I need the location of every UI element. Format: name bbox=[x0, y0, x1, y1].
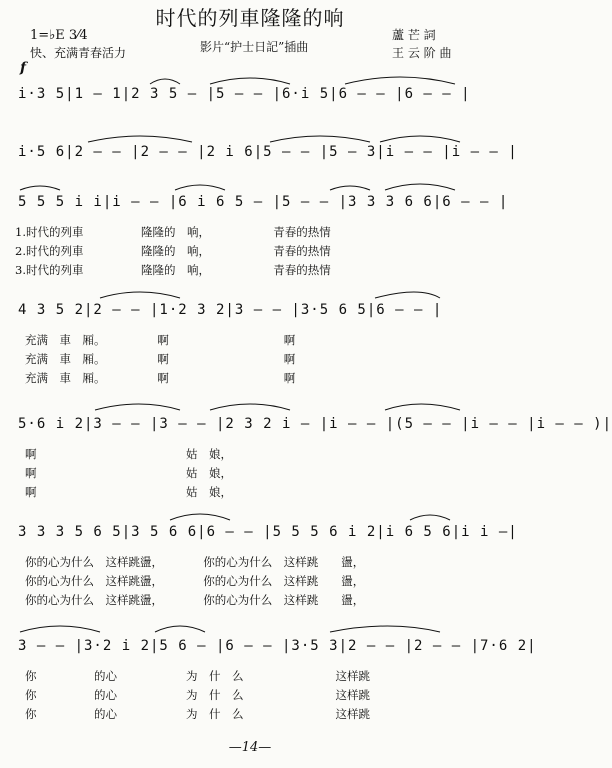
lyric-row-3-verse-3: 3.时代的列車 隆隆的 响， 青春的热情 bbox=[15, 263, 331, 277]
key-signature: 1=♭E 3⁄4 bbox=[30, 28, 88, 43]
notation-row-2: i·5 6|2 — — |2 — — |2 i 6|5 — — |5 — 3|i — — |i — — | bbox=[18, 144, 518, 160]
composer-credit: 王 云 阶 曲 bbox=[392, 46, 452, 60]
slur-arc bbox=[95, 404, 180, 410]
slur-arc bbox=[175, 185, 225, 190]
slur-arc bbox=[210, 78, 290, 84]
lyric-row-5-verse-3: 啊 姑 娘， bbox=[25, 485, 232, 499]
lyric-row-6-verse-2: 你的心为什么 这样跳盪， 你的心为什么 这样跳 盪， bbox=[25, 574, 365, 588]
notation-row-4: 4 3 5 2|2 — — |1·2 3 2|3 — — |3·5 6 5|6 — — | bbox=[18, 302, 443, 318]
lyric-row-7-verse-3: 你 的心 为 什 么 这样跳 bbox=[25, 707, 370, 721]
notation-row-3: 5 5 5 i i|i — — |6 i 6 5 — |5 — — |3 3 3 6 6|6 — — | bbox=[18, 194, 509, 210]
slur-arc bbox=[410, 515, 450, 520]
tempo-marking: 快、充满青春活力 bbox=[30, 46, 127, 60]
film-source: 影片“护士日記”插曲 bbox=[200, 40, 309, 54]
notation-row-1: i·3 5|1 — 1|2 3 5 — |5 — — |6·i 5|6 — — |6 — — | bbox=[18, 86, 471, 102]
slur-arc bbox=[170, 514, 230, 520]
notation-row-5: 5·6 i 2|3 — — |3 — — |2 3 2 i — |i — — |(5 — — |i — — |i — — )| bbox=[18, 416, 612, 432]
slur-arc bbox=[20, 186, 60, 190]
slur-arc bbox=[155, 626, 205, 632]
lyric-row-4-verse-1: 充满 車 厢。 啊 啊 bbox=[25, 333, 296, 347]
lyric-row-6-verse-3: 你的心为什么 这样跳盪， 你的心为什么 这样跳 盪， bbox=[25, 593, 365, 607]
slur-arc bbox=[330, 186, 370, 190]
lyricist-credit: 蘆 芒 詞 bbox=[392, 28, 436, 42]
lyric-row-3-verse-2: 2.时代的列車 隆隆的 响， 青春的热情 bbox=[15, 244, 331, 258]
slur-arc bbox=[380, 136, 460, 142]
lyric-row-5-verse-2: 啊 姑 娘， bbox=[25, 466, 232, 480]
lyric-row-7-verse-2: 你 的心 为 什 么 这样跳 bbox=[25, 688, 370, 702]
slur-arc bbox=[270, 136, 370, 142]
lyric-row-5-verse-1: 啊 姑 娘， bbox=[25, 447, 232, 461]
lyric-row-7-verse-1: 你 的心 为 什 么 这样跳 bbox=[25, 669, 370, 683]
slur-arc bbox=[210, 404, 290, 410]
slur-arc bbox=[20, 626, 100, 632]
dynamic-mark: f bbox=[20, 60, 27, 76]
notation-row-7: 3 — — |3·2 i 2|5 6 — |6 — — |3·5 3|2 — — |2 — — |7·6 2| bbox=[18, 638, 537, 654]
slur-arc bbox=[100, 292, 180, 298]
notation-row-6: 3 3 3 5 6 5|3 5 6 6|6 — — |5 5 5 6 i 2|i 6 5 6|i i —| bbox=[18, 524, 518, 540]
slur-arc bbox=[330, 626, 440, 632]
slur-arc bbox=[375, 292, 440, 298]
lyric-row-4-verse-3: 充满 車 厢。 啊 啊 bbox=[25, 371, 296, 385]
song-title: 时代的列車隆隆的响 bbox=[155, 6, 345, 30]
lyric-row-6-verse-1: 你的心为什么 这样跳盪， 你的心为什么 这样跳 盪， bbox=[25, 555, 365, 569]
lyric-row-3-verse-1: 1.时代的列車 隆隆的 响， 青春的热情 bbox=[15, 225, 331, 239]
slur-arc bbox=[345, 77, 455, 84]
page-number: —14— bbox=[228, 740, 272, 755]
slur-arc bbox=[385, 404, 460, 410]
slur-arc bbox=[88, 136, 192, 142]
slur-arc bbox=[385, 184, 455, 190]
lyric-row-4-verse-2: 充满 車 厢。 啊 啊 bbox=[25, 352, 296, 366]
slur-arc bbox=[150, 79, 180, 84]
